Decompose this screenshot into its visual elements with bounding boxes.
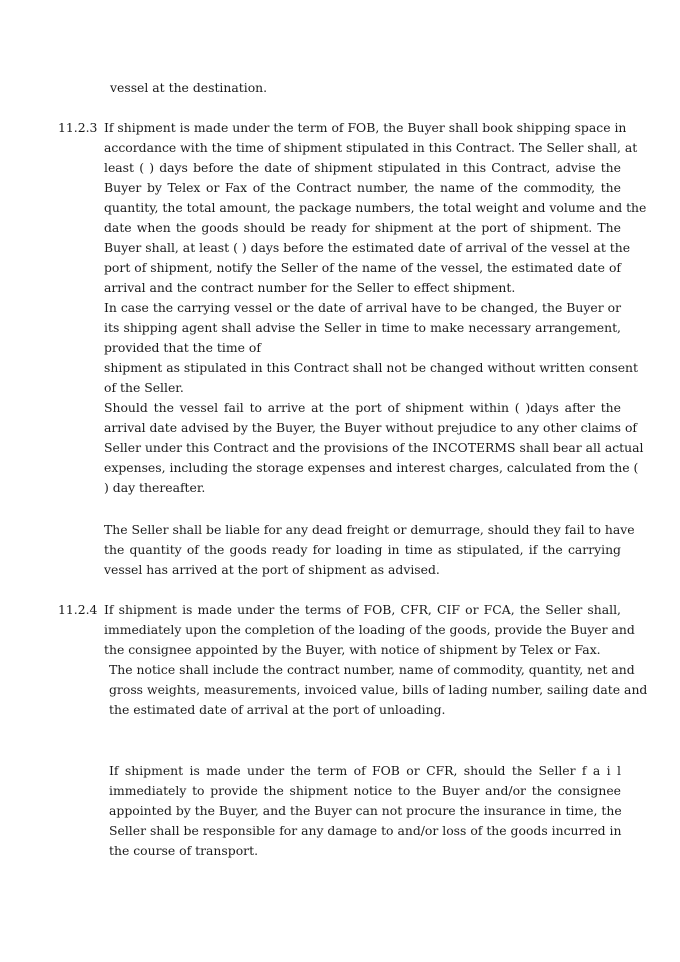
paragraph-line: If shipment is made under the terms of FOB, CFR, CIF or FCA, the Seller shall, xyxy=(104,602,621,617)
section-number-11-2-3: 11.2.3 xyxy=(58,120,98,135)
paragraph-line: quantity, the total amount, the package numbers, the total weight and volume and the xyxy=(104,200,647,215)
paragraph-line: Should the vessel fail to arrive at the port of shipment within ( )days after the xyxy=(104,400,621,415)
paragraph-line: If shipment is made under the term of FOB, the Buyer shall book shipping space in xyxy=(104,120,627,135)
paragraph-line: In case the carrying vessel or the date of arrival have to be changed, the Buyer or xyxy=(104,300,621,315)
paragraph-line: arrival date advised by the Buyer, the Buyer without prejudice to any other claims of xyxy=(104,420,638,435)
paragraph-line: appointed by the Buyer, and the Buyer can not procure the insurance in time, the xyxy=(109,803,622,818)
paragraph-line: accordance with the time of shipment stipulated in this Contract. The Seller shall, at xyxy=(104,140,638,155)
paragraph-line: The Seller shall be liable for any dead freight or demurrage, should they fail to have xyxy=(104,522,635,537)
paragraph-line: the estimated date of arrival at the port of unloading. xyxy=(109,702,446,717)
continuation-text: vessel at the destination. xyxy=(110,80,268,95)
paragraph-line: The notice shall include the contract number, name of commodity, quantity, net and xyxy=(109,662,635,677)
paragraph-line: least ( ) days before the date of shipment stipulated in this Contract, advise the xyxy=(104,160,621,175)
paragraph-line: expenses, including the storage expenses and interest charges, calculated from the ( xyxy=(104,460,639,475)
paragraph-line: ) day thereafter. xyxy=(104,480,206,495)
paragraph-line: Seller shall be responsible for any damage to and/or loss of the goods incurred in xyxy=(109,823,622,838)
paragraph-line: immediately upon the completion of the loading of the goods, provide the Buyer and xyxy=(104,622,635,637)
paragraph-line: vessel has arrived at the port of shipment as advised. xyxy=(104,562,440,577)
paragraph-line: immediately to provide the shipment notice to the Buyer and/or the consignee xyxy=(109,783,621,798)
paragraph-line: provided that the time of xyxy=(104,340,261,355)
paragraph-line: shipment as stipulated in this Contract shall not be changed without written consent xyxy=(104,360,639,375)
paragraph-line: arrival and the contract number for the Seller to effect shipment. xyxy=(104,280,516,295)
paragraph-line: Buyer shall, at least ( ) days before the estimated date of arrival of the vessel at the xyxy=(104,240,631,255)
paragraph-line: Buyer by Telex or Fax of the Contract number, the name of the commodity, the xyxy=(104,180,621,195)
paragraph-line: port of shipment, notify the Seller of the name of the vessel, the estimated date of xyxy=(104,260,621,275)
paragraph-line: gross weights, measurements, invoiced value, bills of lading number, sailing date and xyxy=(109,682,648,697)
section-number-11-2-4: 11.2.4 xyxy=(58,602,98,617)
paragraph-line: Seller under this Contract and the provisions of the INCOTERMS shall bear all actual xyxy=(104,440,644,455)
paragraph-line: the course of transport. xyxy=(109,843,259,858)
paragraph-line: the quantity of the goods ready for loading in time as stipulated, if the carrying xyxy=(104,542,621,557)
paragraph-line: If shipment is made under the term of FOB or CFR, should the Seller f a i l xyxy=(109,763,621,778)
paragraph-line: the consignee appointed by the Buyer, with notice of shipment by Telex or Fax. xyxy=(104,642,601,657)
paragraph-line: its shipping agent shall advise the Seller in time to make necessary arrangement, xyxy=(104,320,621,335)
paragraph-line: date when the goods should be ready for shipment at the port of shipment. The xyxy=(104,220,621,235)
paragraph-line: of the Seller. xyxy=(104,380,184,395)
